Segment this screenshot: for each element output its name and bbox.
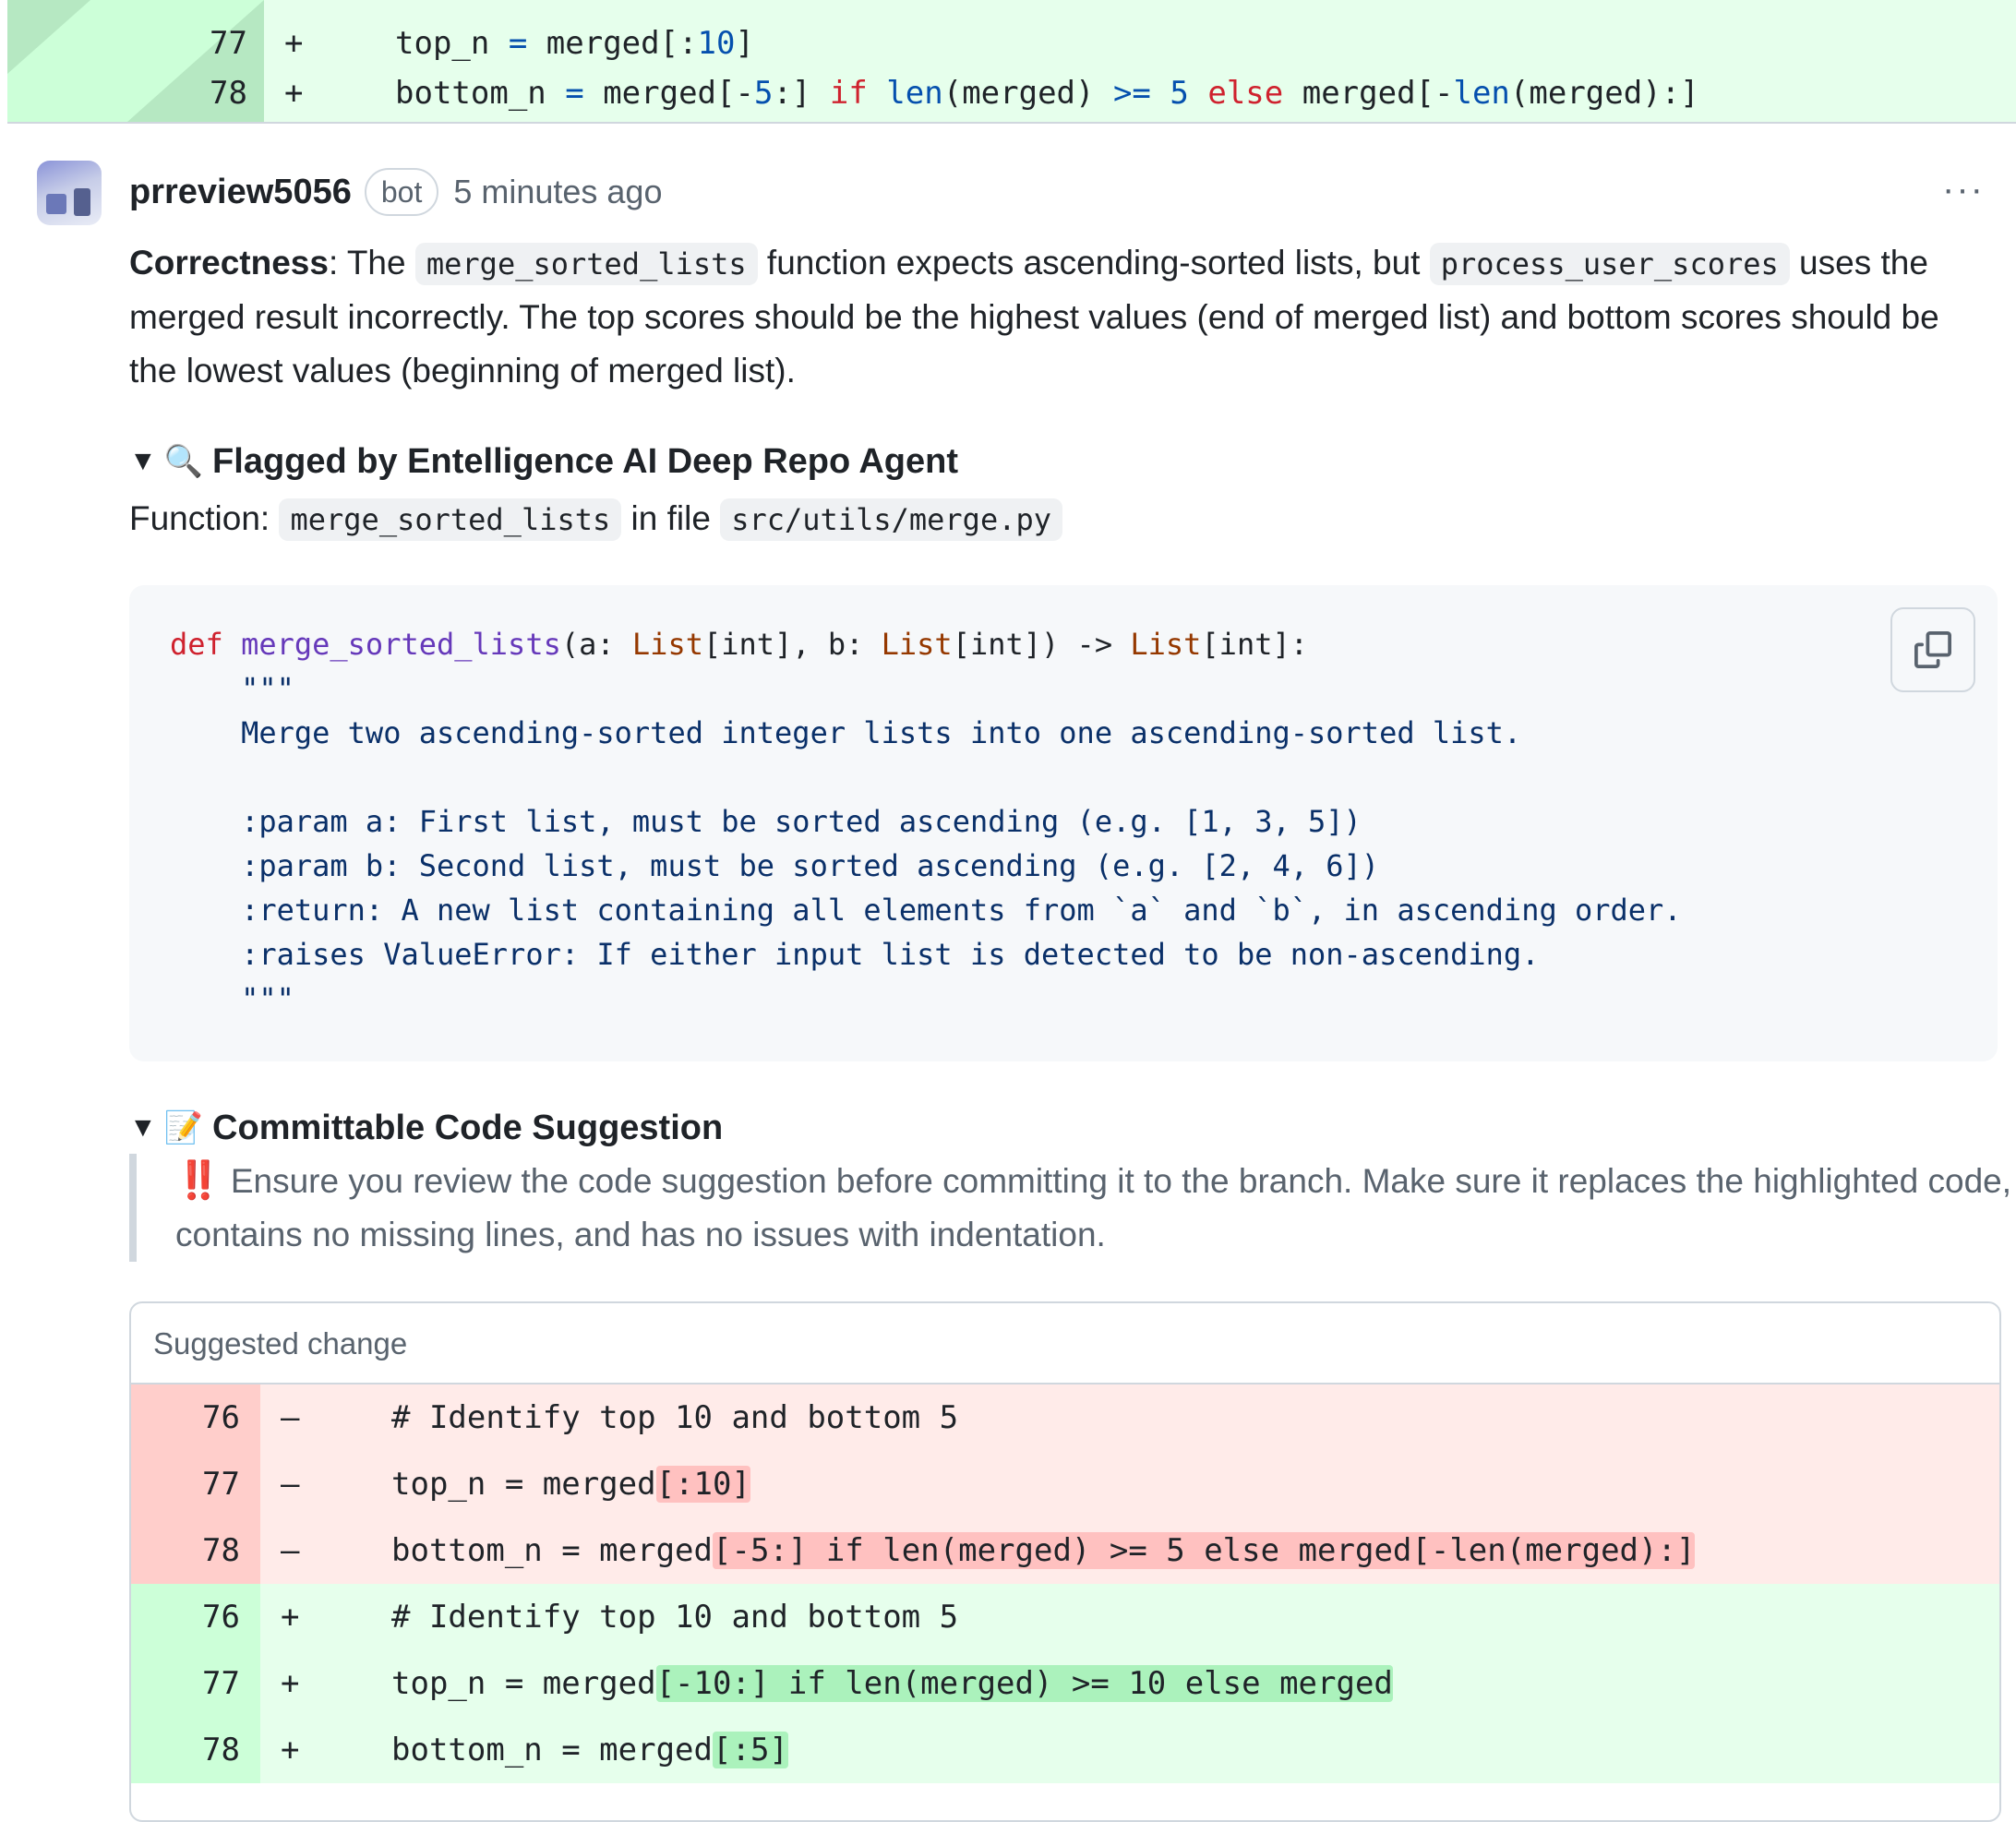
line-number: 78	[202, 1532, 240, 1569]
file-path: src/utils/merge.py	[720, 498, 1062, 541]
inline-code: merge_sorted_lists	[415, 243, 758, 285]
magnifier-icon: 🔍	[163, 444, 204, 479]
type-name: List	[1130, 627, 1202, 662]
diff-code: bottom_n = merged[-5:] if len(merged) >= 5 else merged[-len(merged):]	[391, 1532, 1696, 1569]
suggestion-summary[interactable]	[129, 1102, 723, 1154]
body-text: uses the merged result incorrectly. The top scores should be the highest values (end of merged list) and bottom scores should be the lowest values (beginning of merged list).	[129, 244, 1939, 390]
removed-line	[131, 1384, 1999, 1451]
correctness-label: Correctness	[129, 244, 329, 282]
docstring-line: :return: A new list containing all elements from `a` and `b`, in ascending order.	[170, 893, 1682, 928]
added-line	[131, 1717, 1999, 1783]
added-line	[131, 1584, 1999, 1650]
keyword: def	[170, 627, 223, 662]
function-name: merge_sorted_lists	[279, 498, 621, 541]
code-text: [int], b:	[702, 627, 882, 662]
function-line	[129, 493, 1062, 545]
body-text: function expects ascending-sorted lists, but	[757, 244, 1430, 282]
diff-code: bottom_n = merged[:5]	[391, 1732, 788, 1768]
diff-sign: +	[284, 25, 304, 62]
top-diff-context	[7, 0, 2016, 124]
line-number: 77	[202, 1665, 240, 1702]
diff-sign: +	[281, 1665, 300, 1702]
copy-button[interactable]	[1890, 607, 1975, 692]
diff-line	[7, 68, 2016, 118]
diff-sign: –	[281, 1399, 300, 1436]
comment-header	[129, 166, 662, 218]
diff-sign: +	[281, 1599, 300, 1636]
memo-icon: 📝	[163, 1110, 204, 1145]
disclosure-triangle-icon: ▼	[129, 1112, 157, 1143]
docstring-line: :param b: Second list, must be sorted ascending (e.g. [2, 4, 6])	[170, 848, 1380, 883]
docstring-line: :param a: First list, must be sorted ascending (e.g. [1, 3, 5])	[170, 804, 1362, 839]
line-number: 77	[210, 25, 247, 62]
bot-badge: bot	[365, 168, 438, 216]
docstring-line: Merge two ascending-sorted integer lists into one ascending-sorted list.	[170, 715, 1522, 750]
diff-sign: +	[281, 1732, 300, 1768]
avatar[interactable]	[37, 161, 102, 225]
code-content	[170, 622, 1682, 1021]
warning-quote	[129, 1154, 2012, 1262]
line-number: 76	[202, 1399, 240, 1436]
inline-code: process_user_scores	[1430, 243, 1790, 285]
flagged-summary[interactable]	[129, 436, 958, 487]
removed-line	[131, 1517, 1999, 1584]
diff-code: top_n = merged[-10:] if len(merged) >= 10 else merged	[391, 1665, 1393, 1702]
code-text: [int]) ->	[952, 627, 1131, 662]
author-name[interactable]: prreview5056	[129, 172, 352, 211]
diff-code: # Identify top 10 and bottom 5	[391, 1399, 959, 1436]
removed-line	[131, 1451, 1999, 1517]
in-file-label: in file	[630, 499, 711, 537]
code-text: (a:	[560, 627, 632, 662]
disclosure-triangle-icon: ▼	[129, 446, 157, 476]
line-number: 78	[202, 1732, 240, 1768]
comment-body	[129, 236, 1985, 398]
diff-code: bottom_n = merged[-5:] if len(merged) >= 5 else merged[-len(merged):]	[395, 75, 1699, 112]
diff-code: # Identify top 10 and bottom 5	[391, 1599, 959, 1636]
diff-code: top_n = merged[:10]	[395, 25, 754, 62]
warning-text: Ensure you review the code suggestion before committing it to the branch. Make sure it replaces the highlighted code, contains no missing lines, and has no issues with indentation.	[175, 1162, 2012, 1253]
type-name: List	[881, 627, 953, 662]
flagged-title: Flagged by Entelligence AI Deep Repo Agent	[212, 441, 959, 481]
kebab-menu-icon[interactable]: ···	[1942, 169, 1985, 210]
double-exclamation-icon: ‼️	[175, 1160, 222, 1201]
function-name: merge_sorted_lists	[241, 627, 561, 662]
body-text: : The	[328, 244, 415, 282]
docstring-line: """	[170, 671, 294, 706]
added-line	[131, 1650, 1999, 1717]
function-label: Function:	[129, 499, 270, 537]
diff-sign: –	[281, 1466, 300, 1503]
line-number: 78	[210, 75, 247, 112]
code-block	[129, 585, 1998, 1061]
timestamp[interactable]: 5 minutes ago	[453, 173, 663, 210]
diff-line	[7, 18, 2016, 68]
diff-code: top_n = merged[:10]	[391, 1466, 750, 1503]
suggested-change-header: Suggested change	[131, 1303, 1999, 1384]
line-number: 77	[202, 1466, 240, 1503]
suggestion-title: Committable Code Suggestion	[212, 1108, 724, 1147]
diff-sign: –	[281, 1532, 300, 1569]
code-text: [int]:	[1201, 627, 1308, 662]
docstring-line: :raises ValueError: If either input list is detected to be non-ascending.	[170, 937, 1540, 972]
type-name: List	[631, 627, 703, 662]
suggested-change-panel	[129, 1301, 2001, 1822]
docstring-line: """	[170, 981, 294, 1016]
line-number: 76	[202, 1599, 240, 1636]
copy-icon	[1914, 631, 1951, 668]
diff-sign: +	[284, 75, 304, 112]
